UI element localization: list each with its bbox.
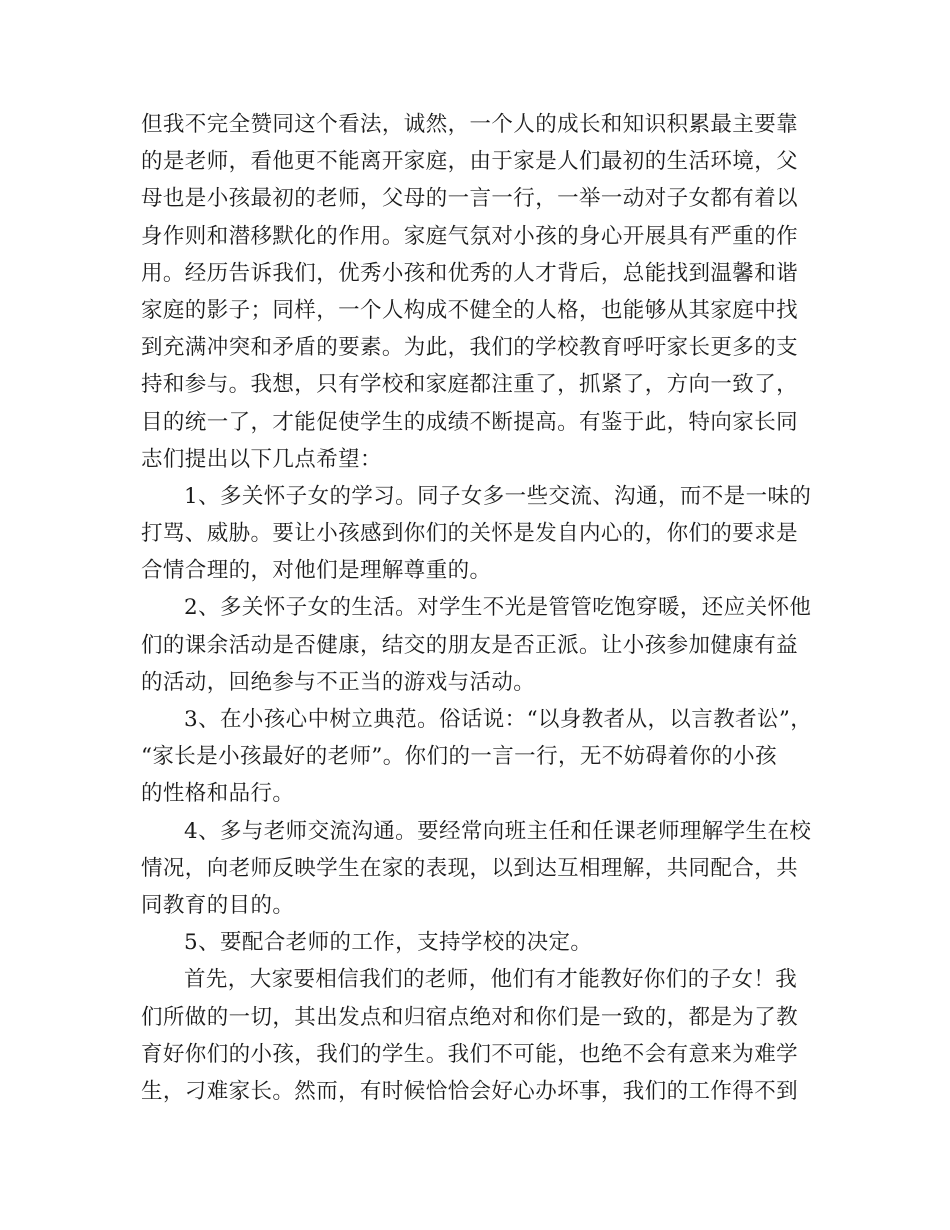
text-line: 首先，大家要相信我们的老师，他们有才能教好你们的子女！我 xyxy=(184,967,798,993)
document-body xyxy=(141,106,831,1110)
text-line: 1、多关怀子女的学习。同子女多一些交流、沟通，而不是一味的 xyxy=(184,483,812,509)
text-line: 到充满冲突和矛盾的要素。为此，我们的学校教育呼吁家长更多的支 xyxy=(141,335,799,361)
text-line: 用。经历告诉我们，优秀小孩和优秀的人才背后，总能找到温馨和谐 xyxy=(141,260,799,286)
text-line: 家庭的影子；同样，一个人构成不健全的人格，也能够从其家庭中找 xyxy=(141,297,799,323)
text-line: 但我不完全赞同这个看法，诚然，一个人的成长和知识积累最主要靠 xyxy=(141,112,799,137)
text-line: 的性格和品行。 xyxy=(141,781,295,807)
text-line: 的活动，回绝参与不正当的游戏与活动。 xyxy=(141,669,536,695)
text-line: 3、在小孩心中树立典范。俗话说：“以身教者从，以言教者讼”， xyxy=(184,707,813,732)
text-line: 母也是小孩最初的老师，父母的一言一行，一举一动对子女都有着以 xyxy=(141,186,799,212)
text-line: 合情合理的，对他们是理解尊重的。 xyxy=(141,558,492,584)
text-line: 情况，向老师反映学生在家的表现，以到达互相理解，共同配合，共 xyxy=(141,855,799,881)
text-line: 生，刁难家长。然而，有时候恰恰会好心办坏事，我们的工作得不到 xyxy=(141,1078,799,1104)
text-line: 们所做的一切，其出发点和归宿点绝对和你们是一致的，都是为了教 xyxy=(141,1004,799,1030)
text-line: 5、要配合老师的工作，支持学校的决定。 xyxy=(184,930,593,956)
text-line: 目的统一了，才能促使学生的成绩不断提高。有鉴于此，特向家长同 xyxy=(141,409,799,435)
text-line: 2、多关怀子女的生活。对学生不光是管管吃饱穿暖，还应关怀他 xyxy=(184,595,812,621)
text-line: 身作则和潜移默化的作用。家庭气氛对小孩的身心开展具有严重的作 xyxy=(141,223,799,249)
text-line: “家长是小孩最好的老师”。你们的一言一行，无不妨碍着你的小孩 xyxy=(141,744,777,770)
text-line: 持和参与。我想，只有学校和家庭都注重了，抓紧了，方向一致了， xyxy=(141,372,799,398)
text-line: 4、多与老师交流沟通。要经常向班主任和任课老师理解学生在校 xyxy=(184,818,812,844)
text-line: 们的课余活动是否健康，结交的朋友是否正派。让小孩参加健康有益 xyxy=(141,632,799,658)
text-line: 志们提出以下几点希望： xyxy=(141,446,382,472)
text-line: 育好你们的小孩，我们的学生。我们不可能，也绝不会有意来为难学 xyxy=(141,1041,799,1067)
text-line: 的是老师，看他更不能离开家庭，由于家是人们最初的生活环境，父 xyxy=(141,149,799,175)
text-line: 同教育的目的。 xyxy=(141,892,295,918)
text-line: 打骂、威胁。要让小孩感到你们的关怀是发自内心的，你们的要求是 xyxy=(141,521,799,547)
